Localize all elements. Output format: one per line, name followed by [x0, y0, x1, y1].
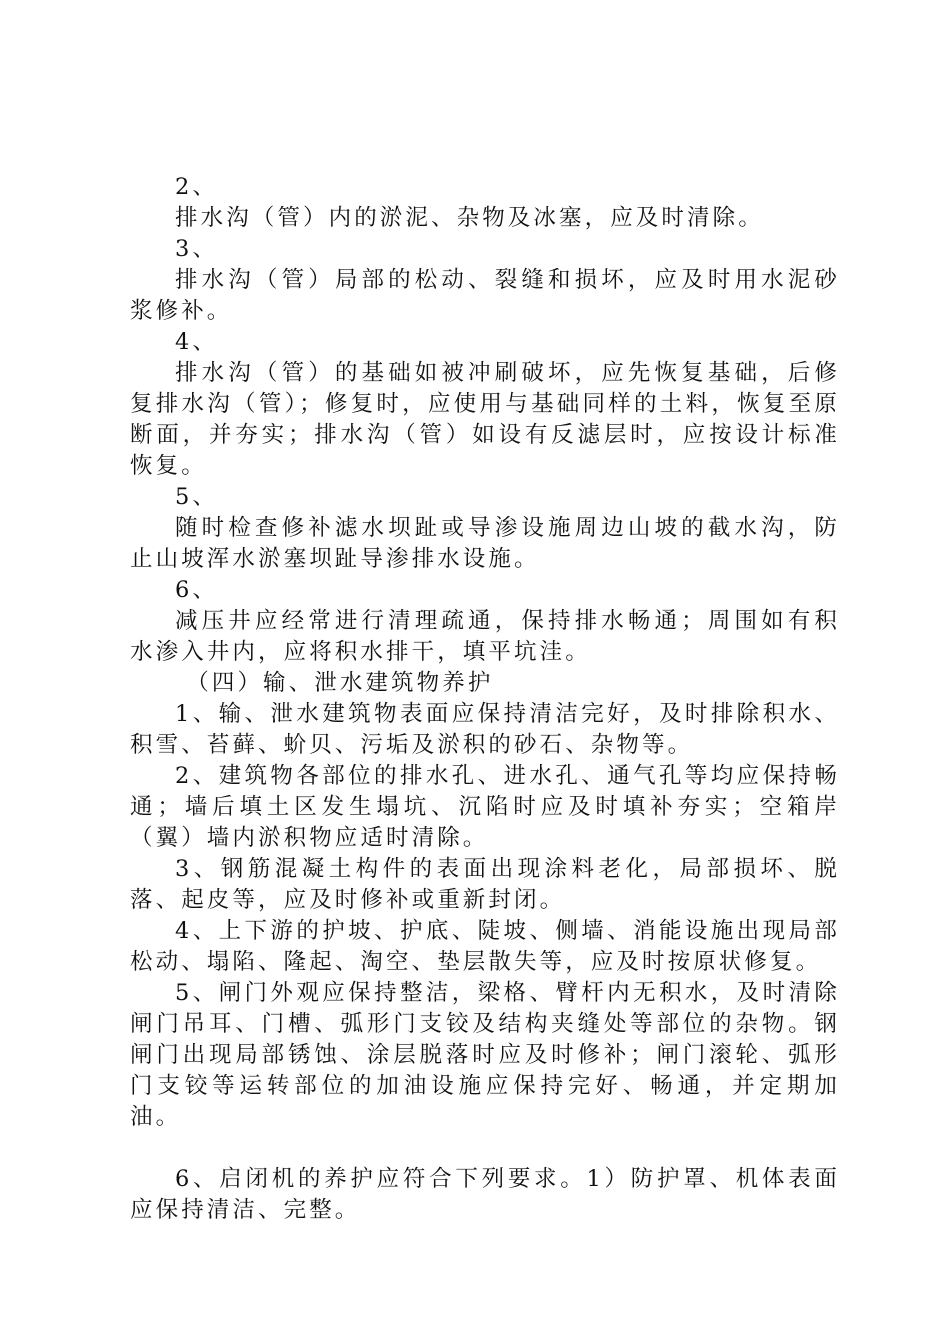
- paragraph: 排水沟（管）内的淤泥、杂物及冰塞，应及时清除。: [175, 205, 764, 231]
- list-number: 2、: [175, 174, 219, 200]
- paragraph: 排水沟（管）局部的松动、裂缝和损坏，应及时用水泥砂浆修补。: [130, 267, 840, 324]
- paragraph: 1、输、泄水建筑物表面应保持清洁完好，及时排除积水、积雪、苔藓、蚧贝、污垢及淤积的砂石、杂物等。: [130, 701, 840, 758]
- list-number: 3、: [175, 236, 219, 262]
- paragraph: 6、启闭机的养护应符合下列要求。1）防护罩、机体表面应保持清洁、完整。: [130, 1166, 840, 1223]
- list-number: 6、: [175, 577, 219, 603]
- paragraph: 随时检查修补滤水坝趾或导渗设施周边山坡的截水沟，防止山坡浑水淤塞坝趾导渗排水设施。: [130, 515, 840, 572]
- section-heading: （四）输、泄水建筑物养护: [186, 670, 494, 696]
- paragraph: 4、上下游的护坡、护底、陡坡、侧墙、消能设施出现局部松动、塌陷、隆起、淘空、垫层散失等，应及时按原状修复。: [130, 918, 840, 975]
- paragraph: 2、建筑物各部位的排水孔、进水孔、通气孔等均应保持畅通；墙后填土区发生塌坑、沉陷时应及时填补夯实；空箱岸（翼）墙内淤积物应适时清除。: [130, 763, 840, 851]
- paragraph: 排水沟（管）的基础如被冲刷破坏，应先恢复基础，后修复排水沟（管）；修复时，应使用与基础同样的土料，恢复至原断面，并夯实；排水沟（管）如设有反滤层时，应按设计标准恢复。: [130, 360, 840, 479]
- list-number: 5、: [175, 484, 219, 510]
- blank-line: [130, 1133, 840, 1164]
- list-number: 4、: [175, 329, 219, 355]
- paragraph: 3、钢筋混凝土构件的表面出现涂料老化，局部损坏、脱落、起皮等，应及时修补或重新封闭。: [130, 856, 840, 913]
- paragraph: 减压井应经常进行清理疏通，保持排水畅通；周围如有积水渗入井内，应将积水排干，填平坑洼。: [130, 608, 840, 665]
- document-body: [130, 172, 840, 1226]
- paragraph: 5、闸门外观应保持整洁，梁格、臂杆内无积水，及时清除闸门吊耳、门槽、弧形门支铰及结构夹缝处等部位的杂物。钢闸门出现局部锈蚀、涂层脱落时应及时修补；闸门滚轮、弧形门支铰等运转部位的加油设施应保持完好、畅通，并定期加油。: [130, 980, 840, 1130]
